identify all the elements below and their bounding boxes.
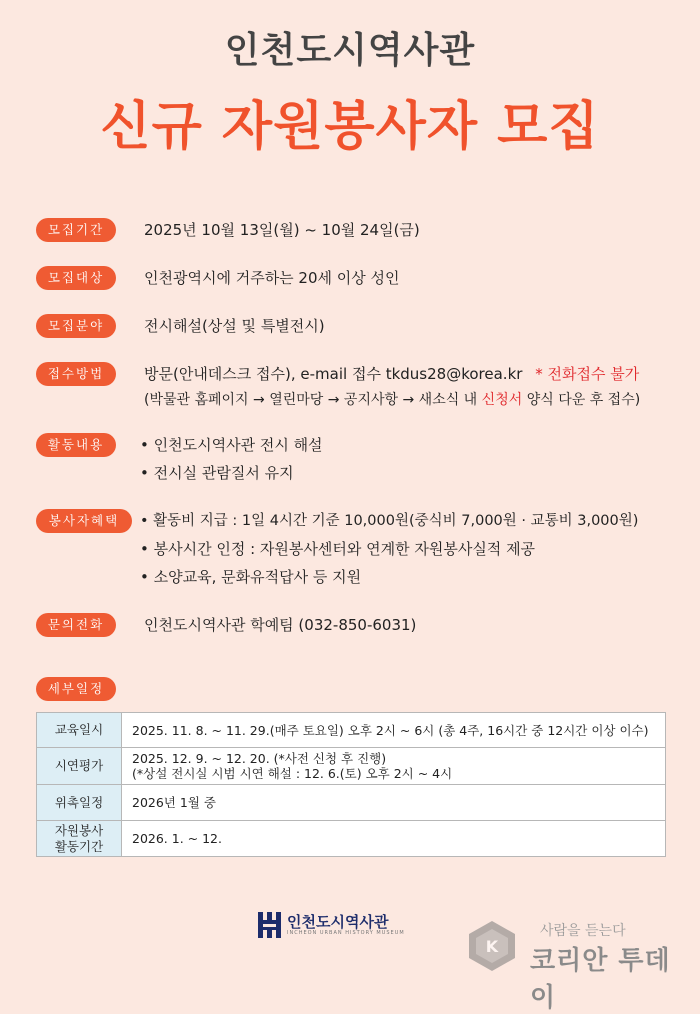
museum-logo-subtitle: INCHEON URBAN HISTORY MUSEUM	[287, 929, 405, 936]
list-item: • 전시실 관람질서 유지	[140, 460, 323, 486]
table-row	[37, 785, 666, 821]
method-line2-highlight: 신청서	[481, 392, 523, 408]
contact-label: 문의전화	[36, 613, 116, 637]
museum-logo-icon	[258, 912, 282, 938]
method-line2-before: (박물관 홈페이지 → 열린마당 → 공지사항 → 새소식 내	[144, 392, 482, 408]
target-text-wrap	[144, 265, 400, 291]
museum-logo	[258, 912, 405, 938]
table-cell-value: 2026. 1. ~ 12.	[122, 821, 666, 857]
method-line2	[144, 387, 640, 413]
contact-text: 인천도시역사관 학예팀 (032-850-6031)	[144, 616, 417, 634]
field-text: 전시해설(상설 및 특별전시)	[144, 317, 325, 335]
table-cell-value	[122, 748, 666, 785]
table-cell-value: 2025. 11. 8. ~ 11. 29.(매주 토요일) 오후 2시 ~ 6시 (총 4주, 16시간 중 12시간 이상 이수)	[122, 713, 666, 748]
museum-logo-text	[287, 914, 405, 937]
table-cell-label: 시연평가	[37, 748, 122, 785]
watermark	[466, 918, 696, 1013]
table-cell-label: 교육일시	[37, 713, 122, 748]
table-cell-label	[37, 821, 122, 857]
activity-label: 활동내용	[36, 433, 116, 457]
method-phone-note: * 전화접수 불가	[535, 365, 640, 383]
list-item: • 봉사시간 인정 : 자원봉사센터와 연계한 자원봉사실적 제공	[140, 536, 638, 562]
list-item: • 인천도시역사관 전시 해설	[140, 432, 323, 458]
table-cell-line: (*상설 전시실 시범 시연 해설 : 12. 6.(토) 오후 2시 ~ 4시	[132, 766, 453, 781]
target-text: 인천광역시에 거주하는 20세 이상 성인	[144, 269, 400, 287]
method-line1-text: 방문(안내데스크 접수), e-mail 접수 tkdus28@korea.kr	[144, 365, 523, 383]
table-row	[37, 713, 666, 748]
schedule-label: 세부일정	[36, 677, 116, 701]
list-item: • 활동비 지급 : 1일 4시간 기준 10,000원(중식비 7,000원 · 교통비 3,000원)	[140, 508, 638, 534]
benefits-label: 봉사자혜택	[36, 509, 132, 533]
schedule-table	[36, 712, 666, 857]
method-line1	[144, 361, 640, 387]
table-cell-value: 2026년 1월 중	[122, 785, 666, 821]
period-text: 2025년 10월 13일(월) ~ 10월 24일(금)	[144, 221, 420, 239]
table-cell-label-line: 활동기간	[54, 838, 104, 854]
organization-title: 인천도시역사관	[224, 30, 476, 71]
list-item: • 소양교육, 문화유적답사 등 지원	[140, 564, 638, 590]
table-row	[37, 821, 666, 857]
k-hexagon-icon	[466, 920, 518, 972]
method-text-wrap	[144, 361, 640, 413]
table-cell-label: 위촉일정	[37, 785, 122, 821]
field-text-wrap	[144, 313, 325, 339]
period-label: 모집기간	[36, 218, 116, 242]
benefits-list	[140, 508, 638, 590]
target-label: 모집대상	[36, 266, 116, 290]
page-title: 신규 자원봉사자 모집	[100, 97, 600, 157]
field-label: 모집분야	[36, 314, 116, 338]
watermark-name: 코리안 투데이	[530, 946, 671, 1013]
method-label: 접수방법	[36, 362, 116, 386]
museum-logo-name: 인천도시역사관	[287, 912, 389, 931]
table-cell-label-line: 자원봉사	[54, 822, 104, 838]
contact-text-wrap	[144, 612, 416, 638]
activity-list	[140, 432, 323, 486]
table-row	[37, 748, 666, 785]
watermark-slogan: 사람을 듣는다	[540, 923, 626, 939]
method-line2-after: 양식 다운 후 접수)	[522, 392, 641, 408]
table-cell-line: 2025. 12. 9. ~ 12. 20. (*사전 신청 후 진행)	[132, 751, 387, 766]
period-text-wrap	[144, 217, 420, 243]
svg-text:K: K	[485, 937, 499, 956]
